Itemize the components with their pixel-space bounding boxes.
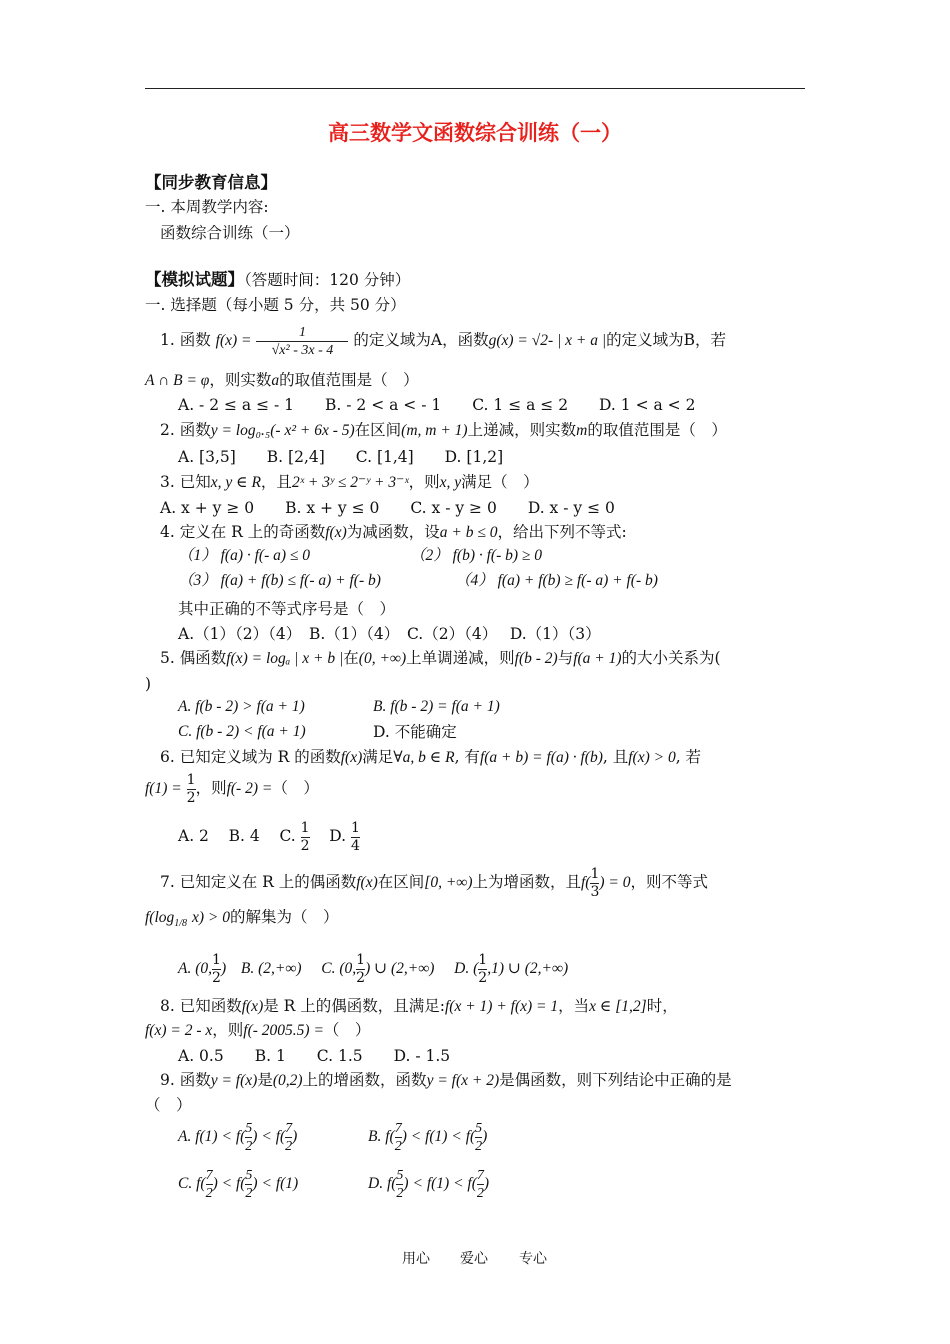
q9-c-lt1: < [221,1175,233,1192]
q2-interval: (m, m + 1) [401,422,468,439]
q9-c-frac1 [206,1168,213,1201]
q2-text-c: 上递减，则实数 [467,421,577,439]
q9-b-d2: 2 [475,1138,483,1154]
q5-text-e: 的大小关系为( [621,649,721,667]
q7-text-c: 上为增函数，且 [472,873,581,891]
footer-item-3: 专心 [519,1251,547,1267]
question-5 [160,648,721,669]
q2-text-d: 的取值范围是（ ） [587,421,727,439]
q9-c-f1: f(1) [275,1175,299,1192]
q9-b-n2: 5 [475,1120,483,1136]
q7-option-b: B. (2,+∞) [240,960,302,977]
q6-c-den: 2 [300,837,310,854]
question-8 [160,996,678,1017]
q7-interval: [0, +∞) [424,874,473,891]
q4-condition: a + b ≤ 0 [439,524,498,541]
q8-target: f(- 2005.5) = [243,1022,324,1039]
q4-item-4: （4） f(a) + f(b) ≥ f(- a) + f(- b) [455,572,658,589]
q6-option-d-frac [351,821,360,854]
q1-text-d: ，则实数 [209,371,272,389]
q8-domain: x ∈ [1,2] [589,998,647,1015]
q7-a-num: 1 [212,951,221,968]
q7-f: f( [581,874,591,891]
q7-d-num: 1 [478,951,488,968]
q9-d-d2: 2 [476,1185,484,1201]
q7-a-den: 2 [212,969,221,986]
footer-item-1: 用心 [402,1251,430,1267]
question-9 [160,1070,732,1091]
q9-a-fo2: f( [275,1128,286,1145]
q5-text-b: 在 [343,649,359,667]
q6-option-c-frac [301,821,310,854]
q1-variable: a [271,372,280,389]
question-7 [160,864,708,901]
q9-option-a [178,1118,297,1156]
part-one-heading: 一. 选择题（每小题 5 分，共 50 分） [145,296,406,314]
q5-option-d: D. 不能确定 [373,723,457,741]
q8-function: f(x) [241,998,264,1015]
q7-option-d: D. ( [454,960,479,977]
q1-function-f: f(x) = [215,332,252,349]
question-6-cont [145,770,319,807]
q9-paren: （ ） [145,1096,192,1114]
q9-c-n1: 7 [205,1167,213,1183]
q4-item-2: （2） f(b) · f(- b) ≥ 0 [410,547,543,564]
q3-text-d: 满足（ ） [461,473,539,491]
q9-d-fo2: f( [467,1175,477,1192]
q5-function: f(x) = logₐ | x + b | [226,650,344,667]
q1-text-b: 的定义域为A，函数 [353,331,489,349]
q5-option-c: C. f(b - 2) < f(a + 1) [178,723,306,740]
q9-option-b-label: B. [368,1128,382,1145]
q6-d-num: 1 [351,819,360,836]
q9-d-frac2 [477,1168,484,1201]
q6-half-num: 1 [186,771,196,788]
q1-condition: A ∩ B = φ [145,372,210,389]
q7-d-den: 2 [478,969,488,986]
q4-question: 其中正确的不等式序号是（ ） [178,600,396,618]
q8-text-a: 8. 已知函数 [160,997,242,1015]
q7-options [178,950,568,987]
time-note: （答题时间：120 分钟） [244,271,411,289]
q9-a-fc1: ) [252,1128,258,1145]
q7-text-a: 7. 已知定义在 R 上的偶函数 [160,873,357,891]
q7-option-c-rest: ) ∪ (2,+∞) [365,960,435,977]
q4-item-3: （3） f(a) + f(b) ≤ f(- a) + f(- b) [178,572,381,589]
q6-text-h: （ ） [272,779,319,797]
q6-option-a: A. 2 [178,827,209,845]
q7-option-c: C. (0, [321,960,357,977]
q6-forall: ∀a, b ∈ R [393,749,455,766]
q9-d-fc2: ) [483,1175,490,1192]
q7-option-a: A. (0, [178,960,213,977]
q6-option-c: C. [279,827,296,845]
page-title: 高三数学文函数综合训练（一） [328,120,622,145]
q7-option-a-frac [212,953,221,986]
q7-third-num: 1 [590,865,600,882]
q9-text-d: 是偶函数，则下列结论中正确的是 [499,1071,732,1089]
q9-a-f1: f(1) [195,1128,218,1145]
q9-a-d1: 2 [245,1138,253,1154]
q7-text-d: ，则不等式 [630,873,709,891]
q7-ineq-2: x) > 0 [192,909,231,926]
q6-c-num: 1 [300,819,310,836]
q7-option-c-frac [356,953,365,986]
q6-equation: f(a + b) = f(a) · f(b) [479,749,603,766]
q2-function: y = log₀.₅(- x² + 6x - 5) [210,422,355,439]
q3-text-a: 3. 已知 [160,473,211,491]
q7-third-den: 3 [590,883,600,900]
question-1 [160,322,726,359]
q9-b-fc2: ) [482,1128,488,1145]
q4-text-a: 4. 定义在 R 上的奇函数 [160,523,326,541]
q6-function: f(x) [340,749,363,766]
question-7-cont [145,907,339,934]
q9-a-fc2: ) [292,1128,298,1145]
q5-text-d: 与 [557,649,574,667]
q8-text-b: 是 R 上的偶函数，且满足: [263,997,445,1015]
q5-interval: (0, +∞) [358,650,407,667]
q9-b-lt2: < [451,1128,462,1145]
q9-c-fo1: f( [196,1175,206,1192]
q9-function-g: y = f(x + 2) [426,1072,500,1089]
q9-c-fo2: f( [235,1175,246,1192]
q6-option-d: D. [329,827,347,845]
q9-b-lt1: < [410,1128,422,1145]
question-6 [160,747,701,768]
q9-text-c: 上的增函数，函数 [302,1071,427,1089]
q9-d-fo1: f( [386,1175,397,1192]
q5-text-a: 5. 偶函数 [160,649,227,667]
q4-options: A.（1）（2）（4） B.（1）（4） C.（2）（4） D.（1）（3） [178,625,601,643]
q9-function: y = f(x) [210,1072,258,1089]
q9-d-n2: 7 [476,1167,484,1183]
q8-text-f: （ ） [323,1021,371,1039]
q9-d-lt2: < [453,1175,464,1192]
q2-text-b: 在区间 [354,421,402,439]
q6-options [178,818,360,854]
q6-half [187,773,196,806]
q4-item-1: （1） f(a) · f(- a) ≤ 0 [178,547,311,564]
q9-c-n2: 5 [245,1167,253,1183]
q5-paren: ) [145,675,152,693]
q9-b-d1: 2 [394,1138,402,1154]
q9-text-b: 是 [257,1071,273,1089]
q6-text-e: , 若 [675,748,702,766]
q9-a-n2: 7 [285,1120,293,1136]
q5-expr-1: f(b - 2) [514,650,558,667]
question-2 [160,420,727,441]
q3-text-b: ，且 [260,473,292,491]
footer-item-2: 爱心 [460,1251,488,1267]
q8-text-e: ，则 [212,1021,244,1039]
section-heading-sync-info: 【同步教育信息】 [145,173,277,192]
q9-d-fc1: ) [403,1175,409,1192]
question-1-cont [145,370,419,391]
q6-f1: f(1) = [145,780,182,797]
q9-d-d1: 2 [396,1185,404,1201]
q3-vars: x, y [439,474,462,491]
q9-b-n1: 7 [394,1120,402,1136]
q4-text-b: 为减函数，设 [346,523,440,541]
q7-log-base: 1/8 [174,918,188,930]
q1-text-c: 的定义域为B，若 [606,331,727,349]
q6-text-g: ，则 [195,779,227,797]
q8-text-c: ，当 [558,997,590,1015]
q9-option-d-label: D. [368,1175,384,1192]
q7-text-e: 的解集为（ ） [230,908,339,926]
section-line-content: 函数综合训练（一） [160,224,300,242]
q2-options: A. [3,5] B. [2,4] C. [1,4] D. [1,2] [178,448,504,466]
q5-text-c: 上单调递减，则 [406,649,515,667]
q5-option-b: B. f(b - 2) = f(a + 1) [373,698,500,715]
q9-b-f1: f(1) [425,1128,448,1145]
q5-expr-2: f(a + 1) [573,650,622,667]
q9-b-frac1 [395,1121,402,1154]
question-8-cont [145,1020,370,1041]
q9-option-d [368,1165,489,1203]
q4-function: f(x) [325,524,347,541]
q1-denominator: √x² - 3x - 4 [271,342,334,358]
q8-text-d: 时， [646,997,678,1015]
q6-text-b: 满足 [362,748,394,766]
q3-domain: x, y ∈ R [210,474,261,491]
q6-half-den: 2 [186,789,196,806]
q5-option-a: A. f(b - 2) > f(a + 1) [178,698,305,715]
q9-a-fo1: f( [235,1128,246,1145]
q9-b-fo1: f( [385,1128,395,1145]
section-line-content-title: 一. 本周教学内容: [145,198,269,216]
q9-a-d2: 2 [285,1138,293,1154]
q7-eq: ) = 0 [599,874,631,891]
q1-fraction [256,325,348,358]
q9-d-f1: f(1) [426,1175,450,1192]
q9-c-fc2: ) [252,1175,258,1192]
q9-c-lt2: < [261,1175,272,1192]
q1-text-e: 的取值范围是（ ） [279,371,419,389]
question-4 [160,522,627,543]
q6-d-den: 4 [351,837,360,854]
q9-a-lt1: < [221,1128,232,1145]
q9-d-n1: 5 [396,1167,404,1183]
mock-test-label: 【模拟试题】 [145,270,244,289]
q8-equation: f(x + 1) + f(x) = 1 [444,998,559,1015]
q8-options: A. 0.5 B. 1 C. 1.5 D. - 1.5 [178,1047,451,1065]
q9-option-b [368,1118,487,1156]
q9-b-fo2: f( [465,1128,476,1145]
q9-c-fc1: ) [212,1175,218,1192]
q7-function: f(x) [356,874,378,891]
q9-b-fc1: ) [401,1128,407,1145]
q9-option-c-label: C. [178,1175,193,1192]
q7-text-b: 在区间 [377,873,425,891]
q9-c-d2: 2 [245,1185,253,1201]
q1-function-g: g(x) = √2- | x + a | [488,332,607,349]
q3-text-c: ，则 [408,473,440,491]
q6-positive: f(x) > 0 [628,749,676,766]
q4-text-c: ，给出下列不等式: [497,523,627,541]
q9-a-n1: 5 [245,1120,253,1136]
q7-option-a-close: ) [220,960,227,977]
q6-text-d: , 且 [602,748,629,766]
q8-definition: f(x) = 2 - x [145,1022,213,1039]
q6-text-c: , 有 [454,748,480,766]
q7-ineq: f(log [145,909,175,926]
q6-text-a: 6. 已知定义域为 R 的函数 [160,748,341,766]
q2-text-a: 2. 函数 [160,421,211,439]
q2-variable: m [576,422,588,439]
q9-text-a: 9. 函数 [160,1071,211,1089]
section-heading-mock-test [145,270,410,290]
q9-a-lt2: < [261,1128,272,1145]
q7-option-d-frac [478,953,487,986]
q9-d-lt1: < [412,1175,423,1192]
q6-target: f(- 2) = [226,780,273,797]
q7-c-den: 2 [356,969,366,986]
q3-inequality: 2ˣ + 3ʸ ≤ 2⁻ʸ + 3⁻ˣ [291,474,409,491]
q9-option-a-label: A. [178,1128,192,1145]
q6-option-b: B. 4 [228,827,260,845]
q9-c-d1: 2 [205,1185,213,1201]
question-3 [160,472,539,493]
q9-option-c [178,1165,298,1203]
q1-options: A. - 2 ≤ a ≤ - 1 B. - 2 < a < - 1 C. 1 ≤ a ≤ 2 D. 1 < a < 2 [178,396,696,414]
q1-numerator: 1 [298,324,306,340]
q7-option-d-rest: ,1) ∪ (2,+∞) [487,960,569,977]
header-rule [145,88,805,89]
q1-text-a: 1. 函数 [160,331,211,349]
q7-c-num: 1 [356,951,366,968]
q3-options: A. x + y ≥ 0 B. x + y ≤ 0 C. x - y ≥ 0 D. x - y ≤ 0 [160,499,615,517]
q9-interval: (0,2) [272,1072,303,1089]
